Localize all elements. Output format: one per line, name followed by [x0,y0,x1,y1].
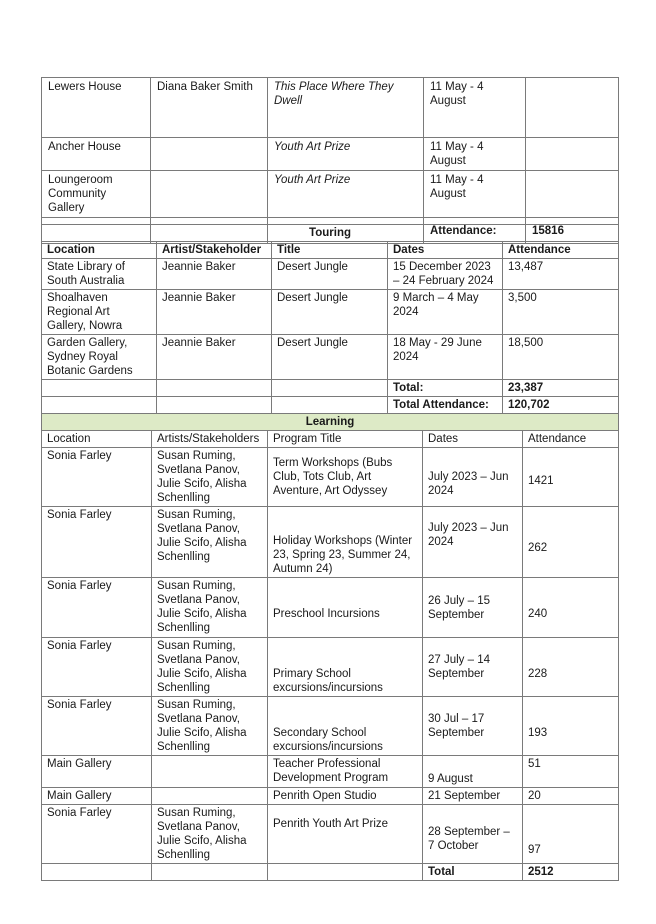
touring-heading: Touring [42,225,619,242]
touring-table [41,224,619,414]
column-header: Location [42,431,152,448]
program-cell: Penrith Open Studio [268,788,423,805]
program-cell: Teacher Professional Development Program [268,756,423,788]
artists-cell: Susan Ruming, Svetlana Panov, Julie Scifo, Alisha Schenlling [152,448,268,507]
learning-heading: Learning [42,414,619,431]
artist-cell: Diana Baker Smith [151,78,268,138]
column-header: Program Title [268,431,423,448]
table-grand-total-row [42,397,619,414]
column-header: Artist/Stakeholder [157,242,272,259]
dates-cell: 21 September [423,788,523,805]
attendance-total-value: 15816 [526,218,619,244]
table-row [42,335,619,380]
table-row [42,290,619,335]
dates-cell: 27 July – 14 September [423,638,523,697]
program-cell: Holiday Workshops (Winter 23, Spring 23, Summer 24, Autumn 24) [268,507,423,578]
attendance-cell: 97 [523,805,619,864]
table-row [42,448,619,507]
table-row [42,697,619,756]
touring-total-value: 23,387 [503,380,619,397]
column-header: Dates [388,242,503,259]
artists-cell: Susan Ruming, Svetlana Panov, Julie Scifo, Alisha Schenlling [152,578,268,638]
learning-total-label: Total [423,864,523,881]
column-header: Title [272,242,388,259]
location-cell: Sonia Farley [42,805,152,864]
table-row [42,507,619,578]
dates-cell: 11 May - 4 August [424,138,526,171]
attendance-cell [526,171,619,218]
location-cell: Sonia Farley [42,697,152,756]
table-total-row [42,380,619,397]
table-row [42,171,619,218]
column-header: Attendance [503,242,619,259]
title-cell: This Place Where They Dwell [268,78,424,138]
attendance-cell: 240 [523,578,619,638]
attendance-total-label: Attendance: [424,218,526,244]
location-cell: Sonia Farley [42,507,152,578]
table-row [42,78,619,138]
venue-cell: Lewers House [42,78,151,138]
location-cell: Sonia Farley [42,448,152,507]
attendance-cell: 20 [523,788,619,805]
table-row [42,788,619,805]
learning-header-row [42,431,619,448]
attendance-cell: 18,500 [503,335,619,380]
title-cell: Youth Art Prize [268,171,424,218]
artist-cell [151,171,268,218]
learning-heading-row [42,414,619,431]
touring-total-label: Total: [388,380,503,397]
dates-cell: 9 March – 4 May 2024 [388,290,503,335]
attendance-cell: 13,487 [503,259,619,290]
table-row [42,805,619,864]
artists-cell: Susan Ruming, Svetlana Panov, Julie Scifo, Alisha Schenlling [152,638,268,697]
column-header: Artists/Stakeholders [152,431,268,448]
attendance-cell: 51 [523,756,619,788]
title-cell: Desert Jungle [272,290,388,335]
dates-cell: 11 May - 4 August [424,171,526,218]
dates-cell: 11 May - 4 August [424,78,526,138]
table-total-row [42,864,619,881]
grand-total-label: Total Attendance: [388,397,503,414]
location-cell: State Library of South Australia [42,259,157,290]
artists-cell: Susan Ruming, Svetlana Panov, Julie Scifo, Alisha Schenlling [152,507,268,578]
artists-cell: Susan Ruming, Svetlana Panov, Julie Scifo, Alisha Schenlling [152,697,268,756]
dates-cell: 9 August [423,756,523,788]
location-cell: Main Gallery [42,756,152,788]
location-cell: Sonia Farley [42,578,152,638]
attendance-cell: 1421 [523,448,619,507]
location-cell: Shoalhaven Regional Art Gallery, Nowra [42,290,157,335]
program-cell: Penrith Youth Art Prize [268,805,423,864]
location-cell: Garden Gallery, Sydney Royal Botanic Gardens [42,335,157,380]
artist-cell [151,138,268,171]
location-cell: Sonia Farley [42,638,152,697]
attendance-cell: 228 [523,638,619,697]
attendance-cell: 3,500 [503,290,619,335]
program-cell: Primary School excursions/incursions [268,638,423,697]
artist-cell: Jeannie Baker [157,259,272,290]
artists-cell [152,756,268,788]
program-cell: Preschool Incursions [268,578,423,638]
program-cell: Secondary School excursions/incursions [268,697,423,756]
touring-heading-row [42,225,619,242]
column-header: Attendance [523,431,619,448]
artists-cell [152,788,268,805]
table-row [42,638,619,697]
title-cell: Desert Jungle [272,335,388,380]
table-row [42,578,619,638]
dates-cell: 15 December 2023 – 24 February 2024 [388,259,503,290]
table-row [42,756,619,788]
learning-table [41,413,619,881]
dates-cell: July 2023 – Jun 2024 [423,448,523,507]
dates-cell: 28 September – 7 October [423,805,523,864]
attendance-cell: 193 [523,697,619,756]
program-cell: Term Workshops (Bubs Club, Tots Club, Art Aventure, Art Odyssey [268,448,423,507]
column-header: Dates [423,431,523,448]
artists-cell: Susan Ruming, Svetlana Panov, Julie Scifo, Alisha Schenlling [152,805,268,864]
attendance-cell: 262 [523,507,619,578]
dates-cell: 30 Jul – 17 September [423,697,523,756]
artist-cell: Jeannie Baker [157,335,272,380]
exhibitions-table [41,77,619,244]
learning-total-value: 2512 [523,864,619,881]
artist-cell: Jeannie Baker [157,290,272,335]
title-cell: Youth Art Prize [268,138,424,171]
title-cell: Desert Jungle [272,259,388,290]
table-row [42,138,619,171]
attendance-cell [526,78,619,138]
dates-cell: July 2023 – Jun 2024 [423,507,523,578]
column-header: Location [42,242,157,259]
attendance-cell [526,138,619,171]
venue-cell: Ancher House [42,138,151,171]
dates-cell: 18 May - 29 June 2024 [388,335,503,380]
venue-cell: Loungeroom Community Gallery [42,171,151,218]
grand-total-value: 120,702 [503,397,619,414]
dates-cell: 26 July – 15 September [423,578,523,638]
touring-header-row [42,242,619,259]
table-row [42,259,619,290]
location-cell: Main Gallery [42,788,152,805]
